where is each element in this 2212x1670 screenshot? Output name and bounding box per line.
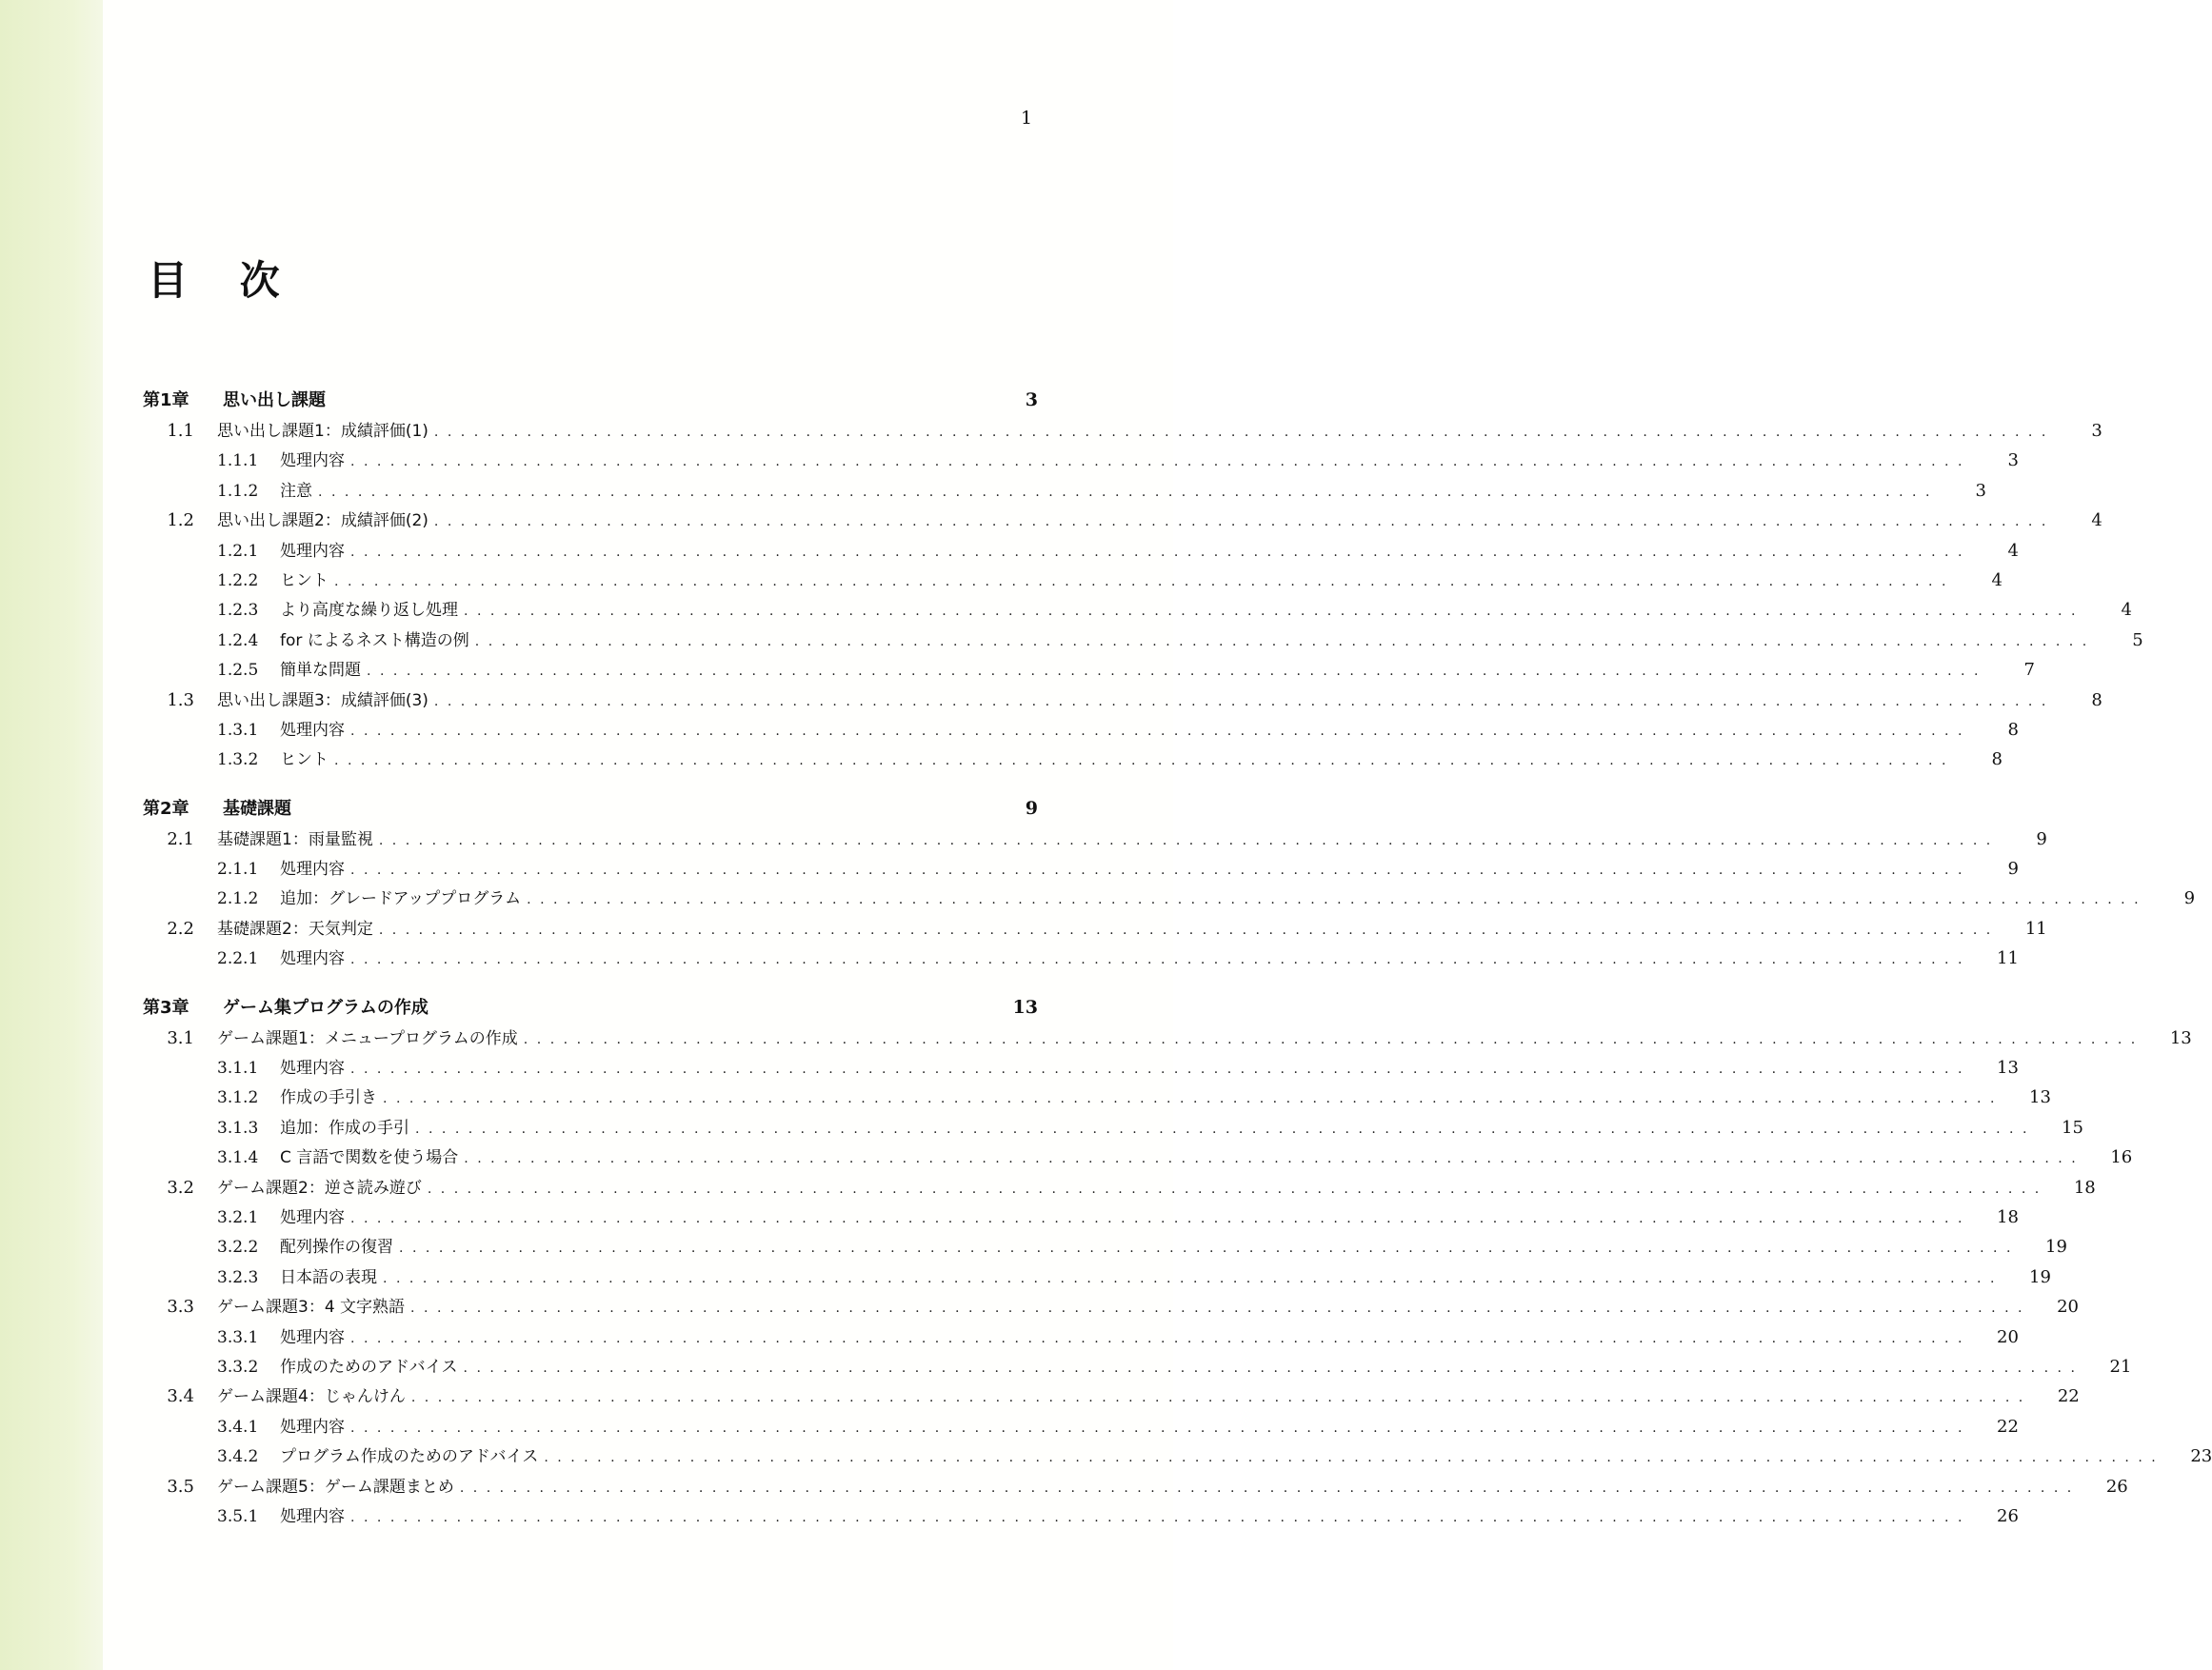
- section-number: 1.2: [167, 510, 194, 531]
- toc-subsection-row[interactable]: [143, 1114, 2083, 1143]
- section-number: 3.2: [167, 1177, 194, 1198]
- subsection-number: 3.1.3: [217, 1118, 259, 1138]
- subsection-title: C 言語で関数を使う場合: [280, 1148, 459, 1168]
- entry-page-number: 8: [2091, 689, 2102, 710]
- dot-leader: ..........................................................................................................................: [318, 484, 1939, 500]
- chapter-page-number: 9: [1025, 797, 1038, 819]
- entry-page-number: 8: [1991, 749, 2003, 770]
- toc-section-row[interactable]: [143, 1473, 2128, 1502]
- subsection-number: 3.2.3: [217, 1267, 259, 1287]
- subsection-number: 1.2.2: [217, 570, 259, 590]
- entry-page-number: 15: [2062, 1117, 2083, 1138]
- subsection-number: 1.1.1: [217, 451, 259, 471]
- toc-subsection-row[interactable]: [143, 1323, 2019, 1353]
- entry-page-number: 20: [1997, 1326, 2019, 1347]
- subsection-title: プログラム作成のためのアドバイス: [280, 1447, 539, 1467]
- toc-subsection-row[interactable]: [143, 1143, 2133, 1173]
- toc-subsection-row[interactable]: [143, 1353, 2132, 1382]
- entry-page-number: 9: [2036, 828, 2047, 849]
- subsection-title: 処理内容: [280, 541, 345, 561]
- dot-leader: ..........................................................................................................................: [433, 693, 2055, 709]
- subsection-title: 追加：グレードアッププログラム: [280, 889, 522, 909]
- dot-leader: ..........................................................................................................................: [350, 1210, 1971, 1226]
- entry-page-number: 9: [2007, 859, 2019, 880]
- entry-page-number: 21: [2109, 1356, 2132, 1377]
- toc-chapter-row[interactable]: [143, 387, 1038, 417]
- toc-section-row[interactable]: [143, 915, 2047, 944]
- subsection-number: 1.2.5: [217, 661, 259, 681]
- section-title: 思い出し課題3：成績評価(3): [217, 690, 428, 710]
- dot-leader: ..........................................................................................................................: [415, 1121, 2036, 1137]
- subsection-title: 処理内容: [280, 1327, 345, 1347]
- dot-leader: ..........................................................................................................................: [378, 832, 2000, 848]
- entry-page-number: 20: [2057, 1297, 2079, 1318]
- section-number: 1.1: [167, 421, 194, 441]
- toc-subsection-row[interactable]: [143, 1084, 2051, 1113]
- toc-chapter-row[interactable]: [143, 795, 1038, 825]
- subsection-number: 3.4.1: [217, 1417, 259, 1437]
- entry-page-number: 11: [1997, 948, 2019, 969]
- dot-leader: ..........................................................................................................................: [350, 952, 1971, 968]
- toc-subsection-row[interactable]: [143, 626, 2143, 656]
- dot-leader: ..........................................................................................................................: [350, 1330, 1971, 1346]
- section-number: 3.4: [167, 1386, 194, 1407]
- dot-leader: ..........................................................................................................................: [350, 1509, 1971, 1525]
- toc-subsection-row[interactable]: [143, 944, 2019, 974]
- toc-subsection-row[interactable]: [143, 885, 2196, 914]
- subsection-title: 簡単な問題: [280, 661, 361, 681]
- dot-leader: ..........................................................................................................................: [350, 723, 1971, 739]
- entry-page-number: 3: [1975, 480, 1986, 501]
- dot-leader: ..........................................................................................................................: [383, 1091, 2003, 1107]
- section-number: 2.1: [167, 828, 194, 849]
- toc-subsection-row[interactable]: [143, 1413, 2019, 1442]
- chapter-number: 第2章: [143, 798, 189, 819]
- chapter-number: 第3章: [143, 997, 189, 1018]
- section-title: 基礎課題2：天気判定: [217, 919, 373, 939]
- subsection-number: 3.1.1: [217, 1059, 259, 1079]
- chapter-page-number: 3: [1025, 389, 1038, 410]
- section-number: 2.2: [167, 918, 194, 939]
- entry-page-number: 8: [2007, 719, 2019, 740]
- toc-section-row[interactable]: [143, 1382, 2080, 1412]
- dot-leader: ..........................................................................................................................: [350, 863, 1971, 879]
- entry-page-number: 11: [2024, 918, 2047, 939]
- section-title: ゲーム課題5：ゲーム課題まとめ: [217, 1477, 454, 1497]
- dot-leader: ..........................................................................................................................: [527, 892, 2148, 908]
- subsection-number: 1.3.1: [217, 720, 259, 740]
- entry-page-number: 22: [2057, 1386, 2080, 1407]
- dot-leader: ..........................................................................................................................: [350, 544, 1971, 560]
- toc-subsection-row[interactable]: [143, 855, 2019, 885]
- entry-page-number: 5: [2132, 629, 2143, 650]
- subsection-number: 3.5.1: [217, 1506, 259, 1526]
- subsection-number: 3.1.2: [217, 1088, 259, 1108]
- entry-page-number: 23: [2190, 1446, 2212, 1467]
- toc-subsection-row[interactable]: [143, 1442, 2212, 1472]
- section-number: 3.5: [167, 1476, 194, 1497]
- subsection-number: 3.2.1: [217, 1207, 259, 1227]
- toc-subsection-row[interactable]: [143, 746, 2003, 775]
- section-title: ゲーム課題4：じゃんけん: [217, 1387, 406, 1407]
- subsection-title: 処理内容: [280, 1059, 345, 1079]
- entry-page-number: 19: [2029, 1266, 2051, 1287]
- dot-leader: ..........................................................................................................................: [464, 1151, 2085, 1167]
- subsection-title: 処理内容: [280, 720, 345, 740]
- entry-page-number: 4: [2121, 600, 2132, 621]
- dot-leader: ..........................................................................................................................: [383, 1270, 2003, 1286]
- section-number: 3.1: [167, 1027, 194, 1048]
- entry-page-number: 3: [2091, 421, 2102, 441]
- chapter-title: 思い出し課題: [223, 390, 326, 410]
- dot-leader: ..........................................................................................................................: [367, 664, 1987, 680]
- subsection-number: 1.3.2: [217, 750, 259, 770]
- subsection-number: 3.1.4: [217, 1148, 259, 1168]
- chapter-number: 第1章: [143, 390, 189, 410]
- toc-section-row[interactable]: [143, 825, 2047, 855]
- subsection-number: 1.2.4: [217, 630, 259, 650]
- toc-title: 目 次: [148, 257, 299, 304]
- entry-page-number: 7: [2023, 660, 2035, 681]
- page-number: 1: [1021, 108, 1033, 129]
- dot-leader: ..........................................................................................................................: [350, 1062, 1971, 1078]
- toc-subsection-row[interactable]: [143, 1054, 2019, 1084]
- subsection-title: 作成のためのアドバイス: [280, 1357, 458, 1377]
- subsection-title: 配列操作の復習: [280, 1238, 393, 1258]
- chapter-page-number: 13: [1012, 996, 1038, 1018]
- section-title: ゲーム課題3：4 文字熟語: [217, 1298, 406, 1318]
- entry-page-number: 19: [2045, 1237, 2067, 1258]
- subsection-number: 2.2.1: [217, 949, 259, 969]
- subsection-number: 1.2.1: [217, 541, 259, 561]
- subsection-title: 処理内容: [280, 1417, 345, 1437]
- section-title: 思い出し課題1：成績評価(1): [217, 422, 428, 441]
- subsection-title: 日本語の表現: [280, 1267, 377, 1287]
- subsection-title: for によるネスト構造の例: [280, 630, 469, 650]
- toc-section-row[interactable]: [143, 686, 2102, 716]
- subsection-title: 処理内容: [280, 1207, 345, 1227]
- subsection-number: 1.2.3: [217, 601, 259, 621]
- dot-leader: ..........................................................................................................................: [433, 425, 2055, 440]
- toc-subsection-row[interactable]: [143, 1502, 2019, 1532]
- subsection-title: 処理内容: [280, 860, 345, 880]
- entry-page-number: 13: [2169, 1027, 2192, 1048]
- dot-leader: ..........................................................................................................................: [459, 1480, 2081, 1496]
- subsection-number: 2.1.2: [217, 889, 259, 909]
- dot-leader: ..........................................................................................................................: [378, 922, 2000, 938]
- entry-page-number: 9: [2183, 888, 2196, 909]
- subsection-title: 作成の手引き: [280, 1088, 377, 1108]
- page-margin-strip: [0, 0, 103, 1670]
- toc-section-row[interactable]: [143, 507, 2102, 536]
- dot-leader: ..........................................................................................................................: [350, 1420, 1971, 1436]
- section-title: ゲーム課題1：メニュープログラムの作成: [217, 1028, 518, 1048]
- entry-page-number: 26: [2105, 1476, 2128, 1497]
- toc-subsection-row[interactable]: [143, 1233, 2067, 1262]
- dot-leader: ..........................................................................................................................: [464, 604, 2084, 620]
- toc-subsection-row[interactable]: [143, 567, 2003, 596]
- entry-page-number: 4: [2007, 540, 2019, 561]
- dot-leader: ..........................................................................................................................: [433, 514, 2055, 530]
- dot-leader: ..........................................................................................................................: [523, 1031, 2144, 1047]
- subsection-title: 追加：作成の手引: [280, 1118, 409, 1138]
- dot-leader: ..........................................................................................................................: [544, 1450, 2165, 1466]
- subsection-title: 処理内容: [280, 1506, 345, 1526]
- toc-section-row[interactable]: [143, 1293, 2079, 1322]
- entry-page-number: 26: [1997, 1505, 2019, 1526]
- entry-page-number: 4: [2091, 510, 2102, 531]
- chapter-title: 基礎課題: [223, 798, 291, 819]
- subsection-number: 2.1.1: [217, 860, 259, 880]
- toc-section-row[interactable]: [143, 1024, 2192, 1054]
- subsection-number: 3.3.2: [217, 1357, 259, 1377]
- toc-subsection-row[interactable]: [143, 716, 2019, 746]
- toc-subsection-row[interactable]: [143, 1263, 2051, 1293]
- dot-leader: ..........................................................................................................................: [410, 1390, 2032, 1406]
- entry-page-number: 3: [2007, 450, 2019, 471]
- dot-leader: ..........................................................................................................................: [334, 573, 1955, 589]
- entry-page-number: 13: [2029, 1087, 2051, 1108]
- entry-page-number: 16: [2110, 1147, 2133, 1168]
- subsection-number: 3.3.1: [217, 1327, 259, 1347]
- dot-leader: ..........................................................................................................................: [410, 1301, 2031, 1317]
- toc-subsection-row[interactable]: [143, 656, 2035, 686]
- subsection-title: 注意: [280, 481, 312, 501]
- section-number: 1.3: [167, 689, 194, 710]
- section-number: 3.3: [167, 1297, 194, 1318]
- subsection-title: ヒント: [280, 750, 329, 770]
- section-title: 基礎課題1：雨量監視: [217, 829, 373, 849]
- entry-page-number: 18: [1997, 1206, 2019, 1227]
- section-title: 思い出し課題2：成績評価(2): [217, 511, 428, 531]
- dot-leader: ..........................................................................................................................: [427, 1181, 2048, 1197]
- dot-leader: ..........................................................................................................................: [474, 633, 2096, 649]
- toc-subsection-row[interactable]: [143, 477, 1986, 507]
- toc-section-row[interactable]: [143, 1174, 2096, 1203]
- dot-leader: ..........................................................................................................................: [399, 1241, 2020, 1257]
- toc-subsection-row[interactable]: [143, 537, 2019, 567]
- subsection-number: 3.4.2: [217, 1447, 259, 1467]
- toc-subsection-row[interactable]: [143, 1203, 2019, 1233]
- subsection-title: 処理内容: [280, 949, 345, 969]
- subsection-title: より高度な繰り返し処理: [280, 601, 458, 621]
- section-title: ゲーム課題2：逆さ読み遊び: [217, 1178, 422, 1198]
- dot-leader: ..........................................................................................................................: [334, 753, 1955, 769]
- entry-page-number: 18: [2073, 1177, 2096, 1198]
- toc-subsection-row[interactable]: [143, 596, 2132, 626]
- entry-page-number: 13: [1997, 1058, 2019, 1079]
- entry-page-number: 22: [1997, 1416, 2019, 1437]
- subsection-title: ヒント: [280, 570, 329, 590]
- table-of-contents: [143, 387, 2212, 1532]
- dot-leader: ..........................................................................................................................: [463, 1360, 2084, 1376]
- toc-subsection-row[interactable]: [143, 447, 2019, 476]
- toc-chapter-row[interactable]: [143, 994, 1038, 1024]
- subsection-number: 3.2.2: [217, 1238, 259, 1258]
- subsection-number: 1.1.2: [217, 481, 259, 501]
- chapter-title: ゲーム集プログラムの作成: [223, 997, 428, 1018]
- dot-leader: ..........................................................................................................................: [350, 454, 1971, 470]
- entry-page-number: 4: [1991, 569, 2003, 590]
- toc-section-row[interactable]: [143, 417, 2102, 447]
- subsection-title: 処理内容: [280, 451, 345, 471]
